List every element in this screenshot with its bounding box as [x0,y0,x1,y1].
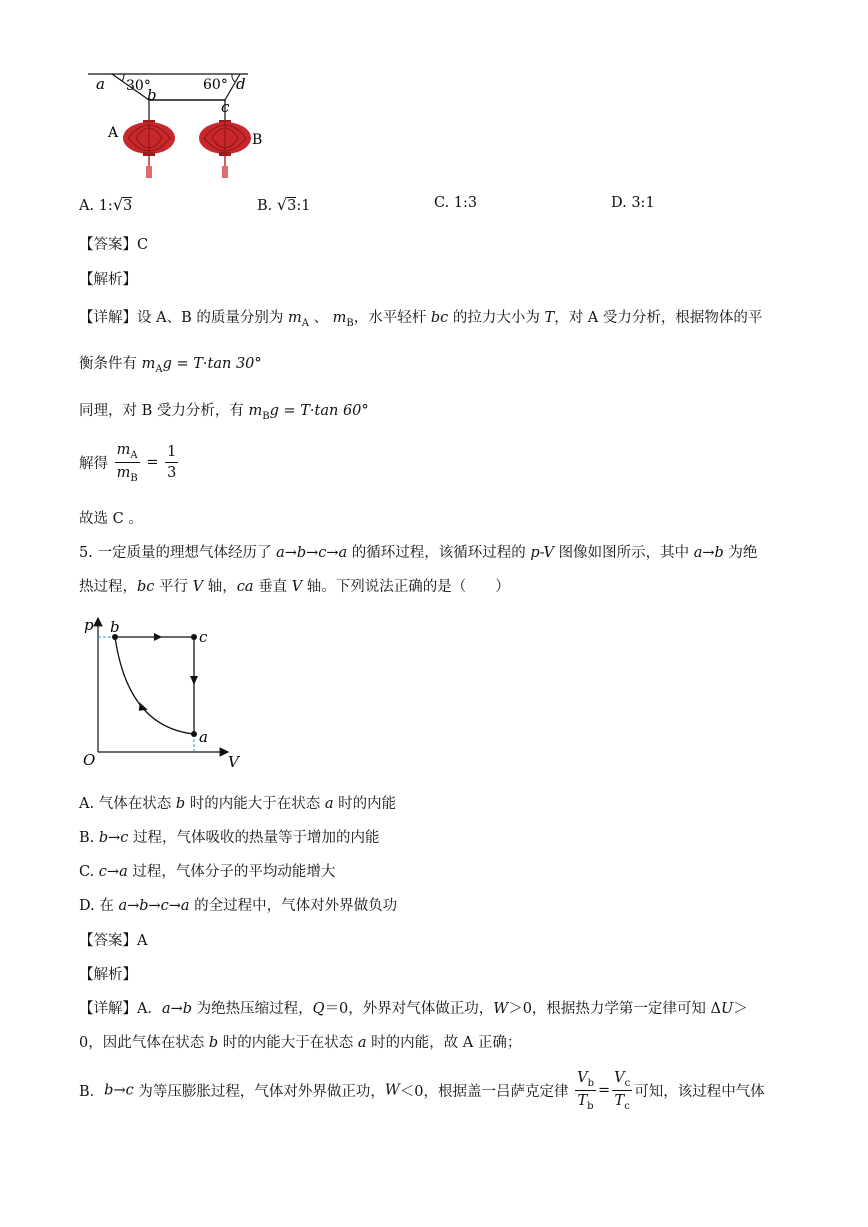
q5-option-c: C. c→a 过程，气体分子的平均动能增大 [79,864,336,880]
point-a-label: a [96,75,105,93]
v-axis-label: V [228,753,239,771]
lantern-figure [70,62,280,182]
q5-option-d: D. 在 a→b→c→a 的全过程中，气体对外界做负功 [79,898,398,914]
vc-over-tc-fraction: $\frac{V_c}{T_c}$ [614,1070,631,1112]
state-c-point [191,634,197,640]
q4-analysis-heading: 【解析】 [79,272,137,288]
q4-option-b: B. √3:1 [257,195,311,214]
lantern-a-icon [123,120,175,178]
lantern-a-label: A [108,125,119,141]
q4-option-a: A. 1:√3 [79,195,133,214]
state-a-point [191,731,197,737]
lantern-b-label: B [252,132,263,148]
state-b-label: b [110,618,120,636]
angle-60-label: 60° [203,77,228,93]
point-c-label: c [221,98,230,116]
pv-diagram [78,612,258,774]
q4-answer: 【答案】C [79,237,149,253]
q5-stem-line2: 热过程，bc 平行 V 轴，ca 垂直 V 轴。下列说法正确的是（ ） [79,579,510,595]
p-axis-label: p [84,616,94,634]
q5-detail-line3: B．b→c 为等压膨胀过程，气体对外界做正功，W＜0，根据盖一吕萨克定律 $\frac{V_b}{T_b}$ = $\frac{V_c}{T_c}$ 可知，该过程中气体 [79,1070,765,1112]
angle-30-label: 30° [126,78,151,94]
q4-detail-line4: 解得 $\frac{m_A}{m_B}$ = $\frac{1}{3}$ [79,442,177,484]
state-c-label: c [199,628,208,646]
process-ab [115,637,194,734]
state-a-label: a [199,728,208,746]
q4-option-c: C. 1:3 [434,195,478,211]
q4-detail-line3: 同理，对 B 受力分析，有 $m_Bg = T\cdot\tan$ 60° [79,403,369,422]
point-d-label: d [236,75,246,93]
point-b-label: b [147,86,157,104]
q4-conclusion: 故选 C 。 [79,511,143,527]
mass-ratio-fraction: $\frac{m_A}{m_B}$ [116,442,138,484]
vb-over-tb-fraction: $\frac{V_b}{T_b}$ [577,1070,594,1112]
q5-option-b: B. b→c 过程，气体吸收的热量等于增加的内能 [79,830,380,846]
q5-detail-line2: 0，因此气体在状态 b 时的内能大于在状态 a 时的内能，故 A 正确； [79,1035,522,1051]
q5-option-a: A. 气体在状态 b 时的内能大于在状态 a 时的内能 [79,796,397,812]
q5-stem-line1: 5. 一定质量的理想气体经历了 a→b→c→a 的循环过程，该循环过程的 p-V 图像如图所示，其中 a→b 为绝 [79,545,758,561]
q4-detail-line1: 【详解】设 A、B 的质量分别为 $m_A$ 、 $m_B$，水平轻杆 bc 的拉力大小为 T，对 A 受力分析，根据物体的平 [79,310,763,329]
q4-detail-line2: 衡条件有 $m_Ag = T\cdot\tan$ 30° [79,356,262,375]
q5-analysis-heading: 【解析】 [79,967,137,983]
q5-detail-line1: 【详解】A．a→b 为绝热压缩过程，Q＝0，外界对气体做正功，W＞0，根据热力学第一定律可知 ΔU＞ [79,1001,748,1017]
q5-answer: 【答案】A [79,933,148,949]
q4-option-d: D. 3:1 [611,195,655,211]
one-third-fraction: $\frac{1}{3}$ [167,444,177,481]
lantern-b-icon [199,120,251,178]
origin-label: O [83,751,96,769]
